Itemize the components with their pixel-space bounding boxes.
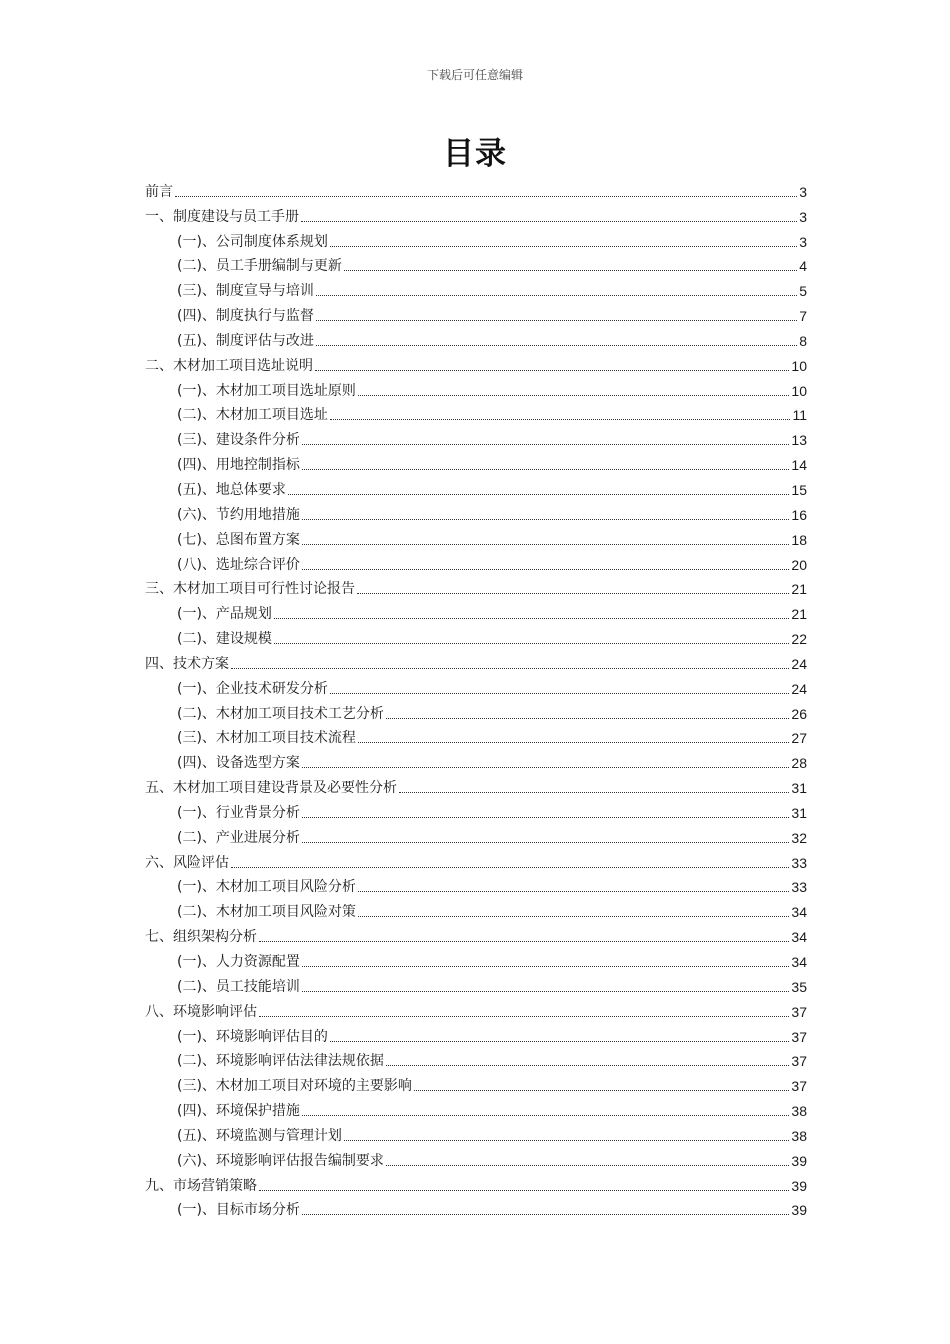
toc-dot-leader	[302, 444, 789, 445]
toc-page-number: 37	[791, 1028, 807, 1045]
toc-entry-label: (五)、制度评估与改进	[177, 332, 314, 349]
toc-section-entry[interactable]	[145, 275, 807, 300]
toc-entry-label: (一)、木材加工项目选址原则	[177, 382, 356, 399]
toc-dot-leader	[302, 1115, 789, 1116]
toc-dot-leader	[316, 320, 797, 321]
toc-entry-label: (一)、公司制度体系规划	[177, 233, 328, 250]
toc-section-entry[interactable]	[145, 1195, 807, 1220]
toc-chapter-entry[interactable]	[145, 772, 807, 797]
toc-entry-label: (二)、木材加工项目风险对策	[177, 904, 356, 921]
toc-page-number: 4	[799, 258, 807, 275]
toc-page-number: 31	[791, 780, 807, 797]
toc-page-number: 38	[791, 1127, 807, 1144]
toc-page-number: 35	[791, 978, 807, 995]
toc-section-entry[interactable]	[145, 1070, 807, 1095]
toc-section-entry[interactable]	[145, 723, 807, 748]
toc-dot-leader	[414, 1090, 789, 1091]
toc-entry-label: (五)、环境监测与管理计划	[177, 1127, 342, 1144]
toc-section-entry[interactable]	[145, 375, 807, 400]
toc-entry-label: 二、木材加工项目选址说明	[145, 357, 313, 374]
toc-dot-leader	[386, 1065, 789, 1066]
toc-entry-label: (三)、木材加工项目技术流程	[177, 730, 356, 747]
toc-page-number: 24	[791, 655, 807, 672]
toc-entry-label: (二)、产业进展分析	[177, 829, 300, 846]
toc-section-entry[interactable]	[145, 325, 807, 350]
toc-chapter-entry[interactable]	[145, 847, 807, 872]
toc-entry-label: (一)、人力资源配置	[177, 954, 300, 970]
toc-section-entry[interactable]	[145, 524, 807, 549]
toc-dot-leader	[316, 295, 797, 296]
toc-page-number: 26	[791, 705, 807, 722]
toc-dot-leader	[302, 519, 789, 520]
toc-section-entry[interactable]	[145, 251, 807, 276]
toc-page-number: 27	[791, 730, 807, 747]
toc-page-number: 8	[799, 332, 807, 349]
toc-dot-leader	[302, 991, 789, 992]
toc-entry-label: (七)、总图布置方案	[177, 531, 300, 548]
toc-page-number: 34	[791, 954, 807, 970]
toc-section-entry[interactable]	[145, 747, 807, 772]
toc-dot-leader	[357, 593, 789, 594]
toc-section-entry[interactable]	[145, 1021, 807, 1046]
toc-entry-label: 前言	[145, 183, 173, 200]
toc-entry-label: 三、木材加工项目可行性讨论报告	[145, 581, 355, 598]
page-title: 目录	[443, 136, 507, 172]
toc-page-number: 39	[791, 1152, 807, 1169]
toc-entry-label: (二)、员工技能培训	[177, 978, 300, 995]
toc-page-number: 33	[791, 854, 807, 871]
toc-dot-leader	[344, 1140, 789, 1141]
toc-entry-label: (四)、制度执行与监督	[177, 308, 314, 325]
toc-entry-label: 八、环境影响评估	[145, 1003, 257, 1020]
toc-page-number: 11	[792, 407, 807, 424]
toc-page-number: 33	[791, 879, 807, 896]
toc-entry-label: (二)、木材加工项目技术工艺分析	[177, 705, 384, 722]
toc-page-number: 20	[791, 556, 807, 573]
toc-entry-label: (五)、地总体要求	[177, 481, 286, 498]
toc-chapter-entry[interactable]	[145, 996, 807, 1021]
toc-entry-label: (四)、用地控制指标	[177, 457, 300, 474]
toc-section-entry[interactable]	[145, 698, 807, 723]
toc-dot-leader	[259, 1190, 789, 1191]
toc-section-entry[interactable]	[145, 1046, 807, 1071]
toc-entry-label: (四)、环境保护措施	[177, 1103, 300, 1120]
toc-dot-leader	[358, 891, 789, 892]
toc-page-number: 14	[791, 457, 807, 474]
toc-dot-leader	[288, 494, 789, 495]
toc-section-entry[interactable]	[145, 1120, 807, 1145]
toc-section-entry[interactable]	[145, 300, 807, 325]
toc-page-number: 22	[791, 631, 807, 648]
toc-page-number: 15	[791, 481, 807, 498]
header-note: 下载后可任意编辑	[426, 68, 523, 82]
toc-entry-label: (三)、建设条件分析	[177, 432, 300, 449]
toc-dot-leader	[302, 1214, 789, 1215]
toc-entry-label: 五、木材加工项目建设背景及必要性分析	[145, 780, 397, 797]
toc-entry-label: 四、技术方案	[145, 655, 229, 672]
toc-chapter-entry[interactable]	[145, 350, 807, 375]
toc-dot-leader	[302, 569, 789, 570]
toc-page-number: 3	[799, 208, 807, 225]
toc-page-number: 18	[791, 531, 807, 548]
toc-dot-leader	[302, 966, 789, 967]
toc-page-number: 39	[791, 1202, 807, 1219]
toc-entry-label: (三)、制度宣导与培训	[177, 283, 314, 300]
toc-entry-label: (一)、目标市场分析	[177, 1202, 300, 1219]
toc-dot-leader	[231, 867, 789, 868]
toc-dot-leader	[315, 370, 789, 371]
toc-dot-leader	[386, 1165, 789, 1166]
toc-section-entry[interactable]	[145, 872, 807, 897]
toc-dot-leader	[330, 246, 797, 247]
toc-section-entry[interactable]	[145, 424, 807, 449]
toc-section-entry[interactable]	[145, 400, 807, 425]
toc-entry-label: (三)、木材加工项目对环境的主要影响	[177, 1078, 412, 1095]
toc-dot-leader	[330, 693, 789, 694]
toc-chapter-entry[interactable]	[145, 921, 807, 946]
toc-dot-leader	[301, 221, 797, 222]
toc-section-entry[interactable]	[145, 797, 807, 822]
toc-section-entry[interactable]	[145, 549, 807, 574]
toc-entry-label: (一)、木材加工项目风险分析	[177, 879, 356, 896]
toc-entry-label: (六)、节约用地措施	[177, 506, 300, 523]
toc-chapter-entry[interactable]	[145, 176, 807, 201]
toc-page-number: 38	[791, 1103, 807, 1120]
toc-dot-leader	[386, 718, 789, 719]
toc-dot-leader	[399, 792, 789, 793]
toc-entry-label: (二)、建设规模	[177, 631, 272, 648]
toc-page-number: 3	[799, 183, 807, 200]
toc-section-entry[interactable]	[145, 946, 807, 971]
toc-dot-leader	[344, 270, 797, 271]
toc-dot-leader	[259, 941, 789, 942]
toc-entry-label: (一)、企业技术研发分析	[177, 680, 328, 697]
toc-page-number: 16	[791, 506, 807, 523]
toc-entry-label: 六、风险评估	[145, 854, 229, 871]
toc-dot-leader	[358, 395, 789, 396]
toc-chapter-entry[interactable]	[145, 648, 807, 673]
toc-chapter-entry[interactable]	[145, 1170, 807, 1195]
toc-page-number: 5	[799, 283, 807, 300]
toc-entry-label: (二)、员工手册编制与更新	[177, 258, 342, 275]
toc-page-number: 10	[791, 357, 807, 374]
toc-dot-leader	[358, 742, 789, 743]
toc-dot-leader	[231, 668, 789, 669]
toc-section-entry[interactable]	[145, 1095, 807, 1120]
toc-page-number: 34	[791, 929, 807, 946]
toc-dot-leader	[302, 767, 789, 768]
toc-entry-label: (一)、产品规划	[177, 606, 272, 623]
toc-page-number: 21	[791, 581, 807, 598]
toc-page-number: 31	[791, 804, 807, 821]
toc-entry-label: (八)、选址综合评价	[177, 556, 300, 573]
toc-entry-label: (一)、环境影响评估目的	[177, 1028, 328, 1045]
toc-page-number: 21	[791, 606, 807, 623]
toc-section-entry[interactable]	[145, 449, 807, 474]
toc-dot-leader	[302, 842, 789, 843]
toc-dot-leader	[302, 469, 789, 470]
toc-dot-leader	[302, 544, 789, 545]
toc-section-entry[interactable]	[145, 623, 807, 648]
toc-page-number: 13	[791, 432, 807, 449]
toc-entry-label: 七、组织架构分析	[145, 929, 257, 946]
toc-dot-leader	[274, 618, 789, 619]
toc-page-number: 37	[791, 1003, 807, 1020]
toc-entry-label: (二)、木材加工项目选址	[177, 407, 328, 424]
toc-page-number: 7	[799, 308, 807, 325]
toc-entry-label: (四)、设备选型方案	[177, 755, 300, 772]
toc-dot-leader	[358, 916, 789, 917]
toc-entry-label: (一)、行业背景分析	[177, 804, 300, 821]
toc-section-entry[interactable]	[145, 499, 807, 524]
toc-section-entry[interactable]	[145, 226, 807, 251]
toc-section-entry[interactable]	[145, 971, 807, 996]
toc-section-entry[interactable]	[145, 598, 807, 623]
toc-section-entry[interactable]	[145, 896, 807, 921]
toc-page-number: 28	[791, 755, 807, 772]
toc-dot-leader	[259, 1016, 789, 1017]
toc-dot-leader	[330, 419, 791, 420]
toc-chapter-entry[interactable]	[145, 574, 807, 599]
toc-page-number: 32	[791, 829, 807, 846]
toc-chapter-entry[interactable]	[145, 201, 807, 226]
toc-entry-label: (二)、环境影响评估法律法规依据	[177, 1053, 384, 1070]
toc-entry-label: 九、市场营销策略	[145, 1177, 257, 1194]
toc-dot-leader	[302, 817, 789, 818]
toc-section-entry[interactable]	[145, 1145, 807, 1170]
toc-entry-label: 一、制度建设与员工手册	[145, 208, 299, 225]
toc-dot-leader	[330, 1041, 789, 1042]
toc-section-entry[interactable]	[145, 474, 807, 499]
toc-entry-label: (六)、环境影响评估报告编制要求	[177, 1152, 384, 1169]
toc-page-number: 37	[791, 1053, 807, 1070]
toc-page-number: 37	[791, 1078, 807, 1095]
toc-dot-leader	[274, 643, 789, 644]
toc-section-entry[interactable]	[145, 673, 807, 698]
toc-dot-leader	[175, 196, 797, 197]
toc-section-entry[interactable]	[145, 822, 807, 847]
toc-page-number: 24	[791, 680, 807, 697]
toc-page-number: 34	[791, 904, 807, 921]
toc-page-number: 10	[791, 382, 807, 399]
toc-page-number: 3	[799, 233, 807, 250]
table-of-contents	[145, 176, 807, 1219]
toc-dot-leader	[316, 345, 797, 346]
toc-page-number: 39	[791, 1177, 807, 1194]
